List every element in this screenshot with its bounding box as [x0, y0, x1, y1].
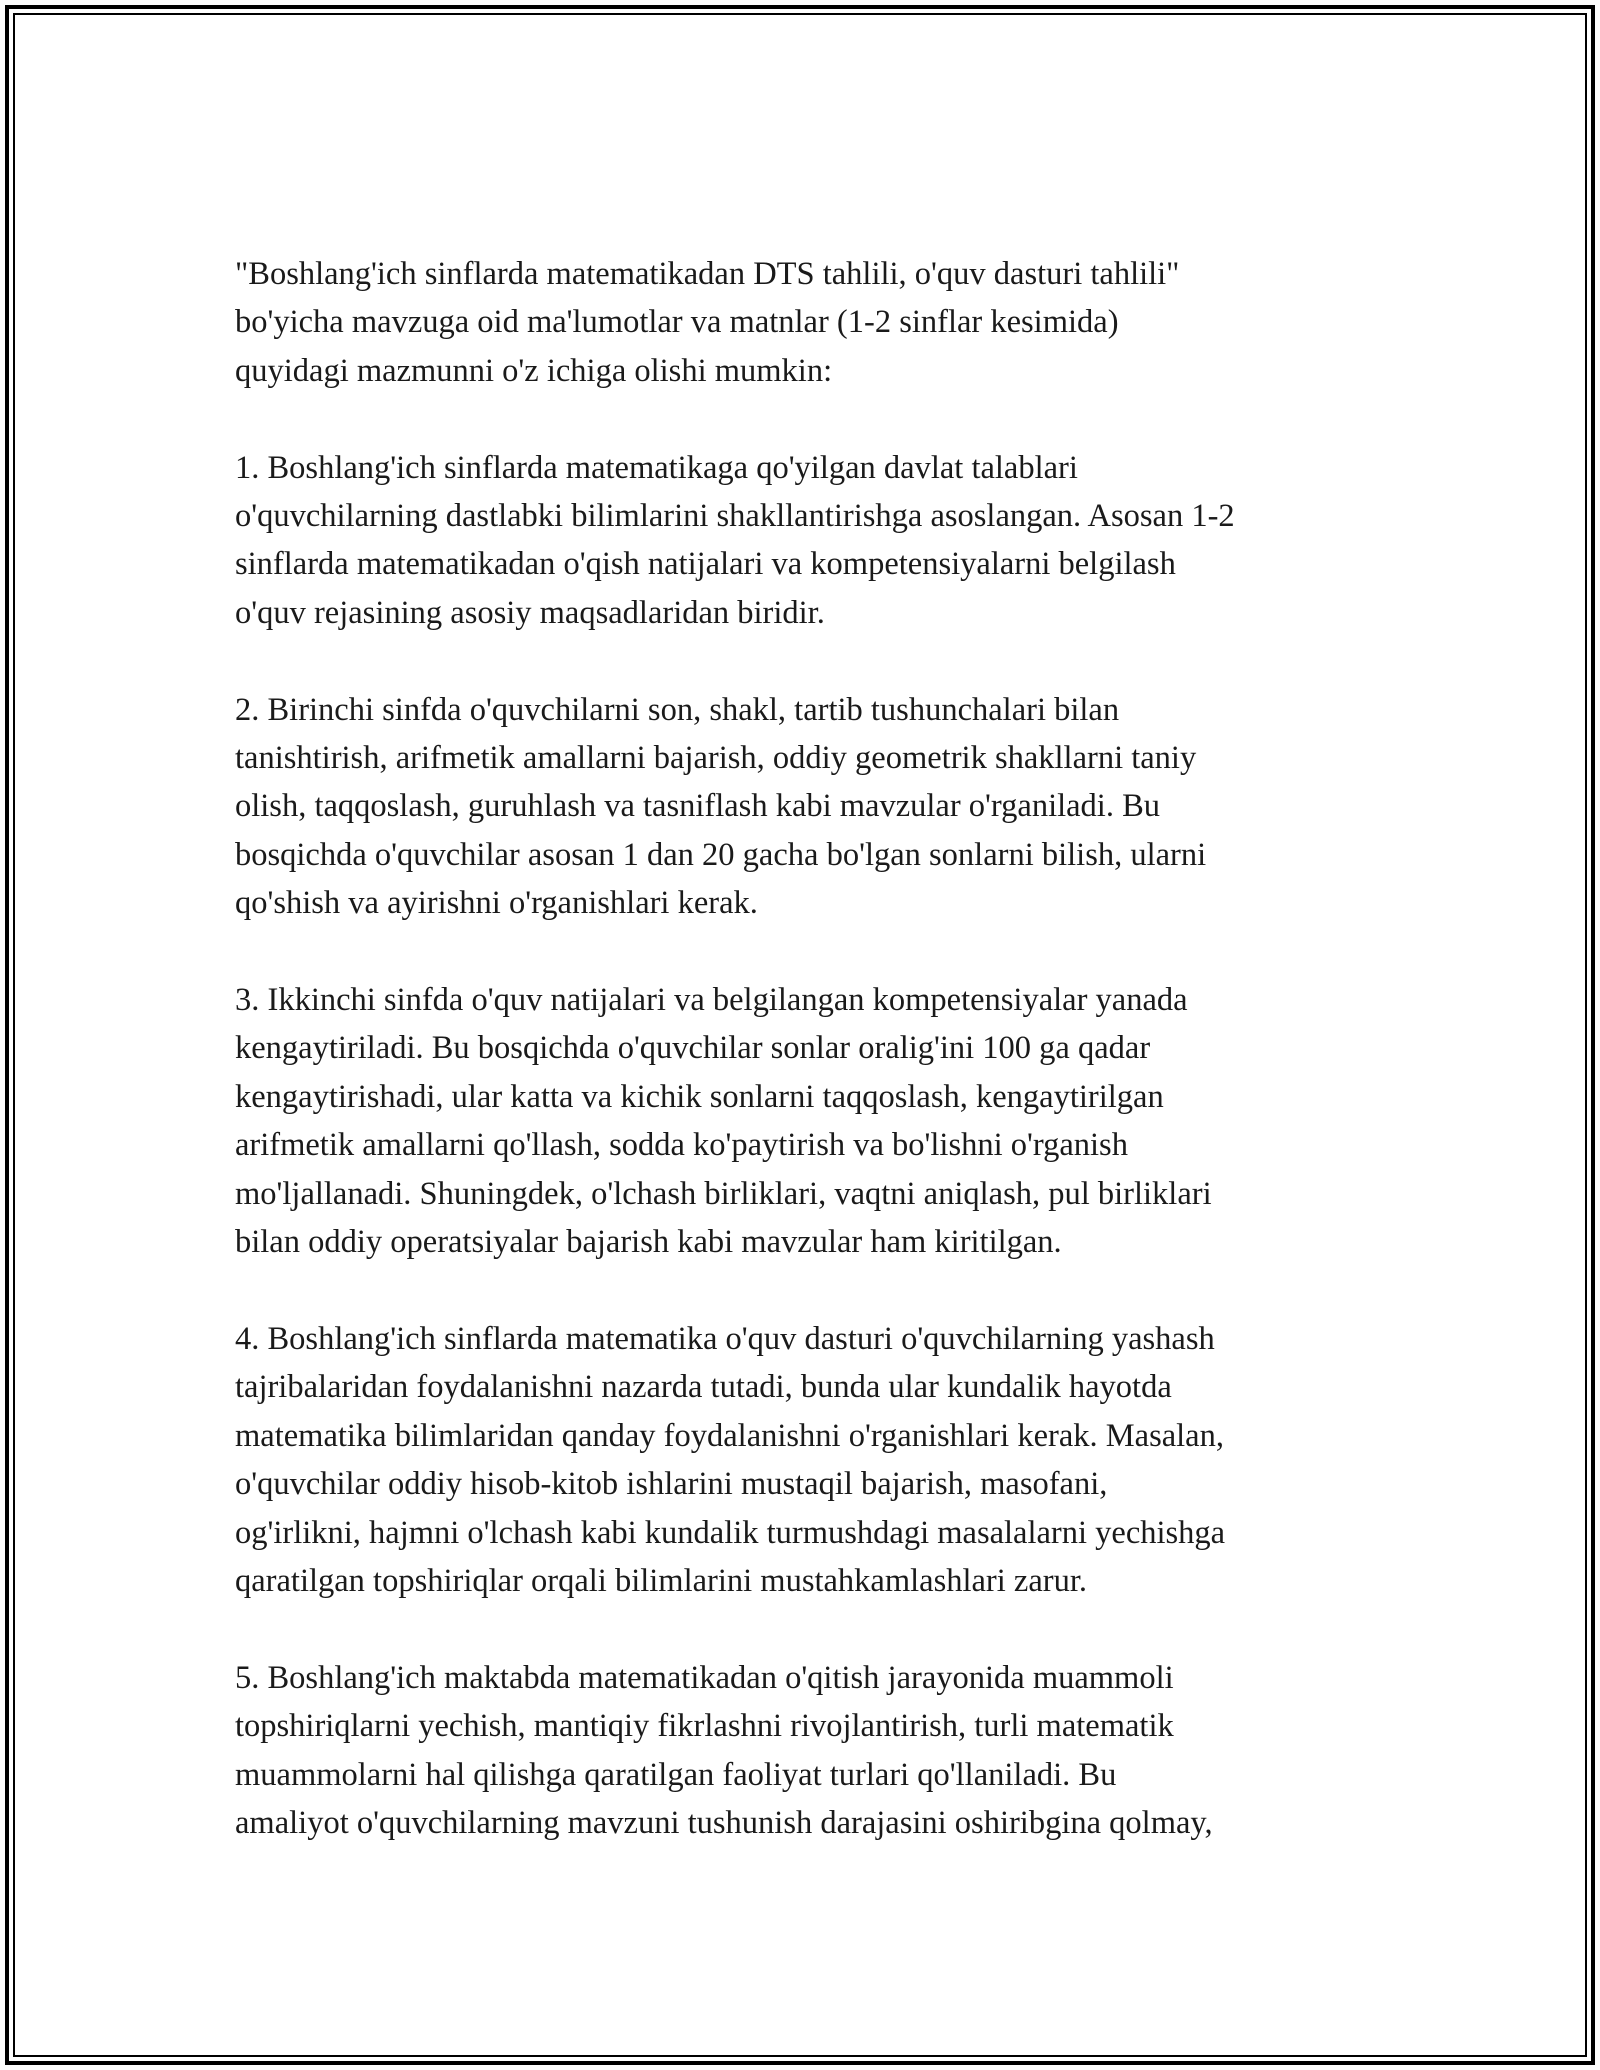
text-line: kengaytiriladi. Bu bosqichda o'quvchilar sonlar oralig'ini 100 ga qadar [235, 1030, 1151, 1067]
text-line: tajribalaridan foydalanishni nazarda tutadi, bunda ular kundalik hayotda [235, 1369, 1172, 1406]
paragraph-5 [235, 1315, 1395, 1605]
text-line: bilan oddiy operatsiyalar bajarish kabi mavzular ham kiritilgan. [235, 1224, 1062, 1261]
text-line: o'quvchilar oddiy hisob-kitob ishlarini mustaqil bajarish, masofani, [235, 1466, 1108, 1503]
paragraph-4 [235, 976, 1395, 1266]
text-line: bosqichda o'quvchilar asosan 1 dan 20 gacha bo'lgan sonlarni bilish, ularni [235, 836, 1207, 873]
text-line: qo'shish va ayirishni o'rganishlari kerak. [235, 885, 758, 922]
text-line: mo'ljallanadi. Shuningdek, o'lchash birliklari, vaqtni aniqlash, pul birliklari [235, 1175, 1212, 1212]
text-line: kengaytirishadi, ular katta va kichik sonlarni taqqoslash, kengaytirilgan [235, 1078, 1164, 1115]
text-line: bo'yicha mavzuga oid ma'lumotlar va matnlar (1-2 sinflar kesimida) [235, 304, 1119, 341]
text-line: quyidagi mazmunni o'z ichiga olishi mumkin: [235, 352, 833, 389]
document-body [235, 250, 1395, 1896]
text-line: 1. Boshlang'ich sinflarda matematikaga qo'yilgan davlat talablari [235, 449, 1078, 486]
text-line: og'irlikni, hajmni o'lchash kabi kundalik turmushdagi masalalarni yechishga [235, 1514, 1226, 1551]
text-line: 5. Boshlang'ich maktabda matematikadan o'qitish jarayonida muammoli [235, 1659, 1174, 1696]
text-line: "Boshlang'ich sinflarda matematikadan DTS tahlili, o'quv dasturi tahlili" [235, 256, 1180, 292]
paragraph-6 [235, 1654, 1395, 1848]
text-line: 4. Boshlang'ich sinflarda matematika o'quv dasturi o'quvchilarning yashash [235, 1320, 1215, 1357]
text-line: o'quvchilarning dastlabki bilimlarini shakllantirishga asoslangan. Asosan 1-2 [235, 498, 1235, 535]
text-line: o'quv rejasining asosiy maqsadlaridan biridir. [235, 594, 825, 631]
text-line: arifmetik amallarni qo'llash, sodda ko'paytirish va bo'lishni o'rganish [235, 1127, 1128, 1164]
text-line: tanishtirish, arifmetik amallarni bajarish, oddiy geometrik shakllarni taniy [235, 740, 1197, 777]
text-line: 3. Ikkinchi sinfda o'quv natijalari va belgilangan kompetensiyalar yanada [235, 982, 1188, 1019]
text-line: muammolarni hal qilishga qaratilgan faoliyat turlari qo'llaniladi. Bu [235, 1756, 1117, 1793]
text-line: sinflarda matematikadan o'qish natijalari va kompetensiyalarni belgilash [235, 546, 1176, 583]
paragraph-2 [235, 444, 1395, 638]
text-line: olish, taqqoslash, guruhlash va tasniflash kabi mavzular o'rganiladi. Bu [235, 788, 1161, 825]
text-line: 2. Birinchi sinfda o'quvchilarni son, shakl, tartib tushunchalari bilan [235, 691, 1120, 728]
text-line: qaratilgan topshiriqlar orqali bilimlarini mustahkamlashlari zarur. [235, 1562, 1087, 1599]
text-line: topshiriqlarni yechish, mantiqiy fikrlashni rivojlantirish, turli matematik [235, 1708, 1174, 1745]
paragraph-1 [235, 250, 1395, 395]
text-line: amaliyot o'quvchilarning mavzuni tushunish darajasini oshiribgina qolmay, [235, 1804, 1213, 1841]
paragraph-3 [235, 686, 1395, 928]
text-line: matematika bilimlaridan qanday foydalanishni o'rganishlari kerak. Masalan, [235, 1417, 1224, 1454]
